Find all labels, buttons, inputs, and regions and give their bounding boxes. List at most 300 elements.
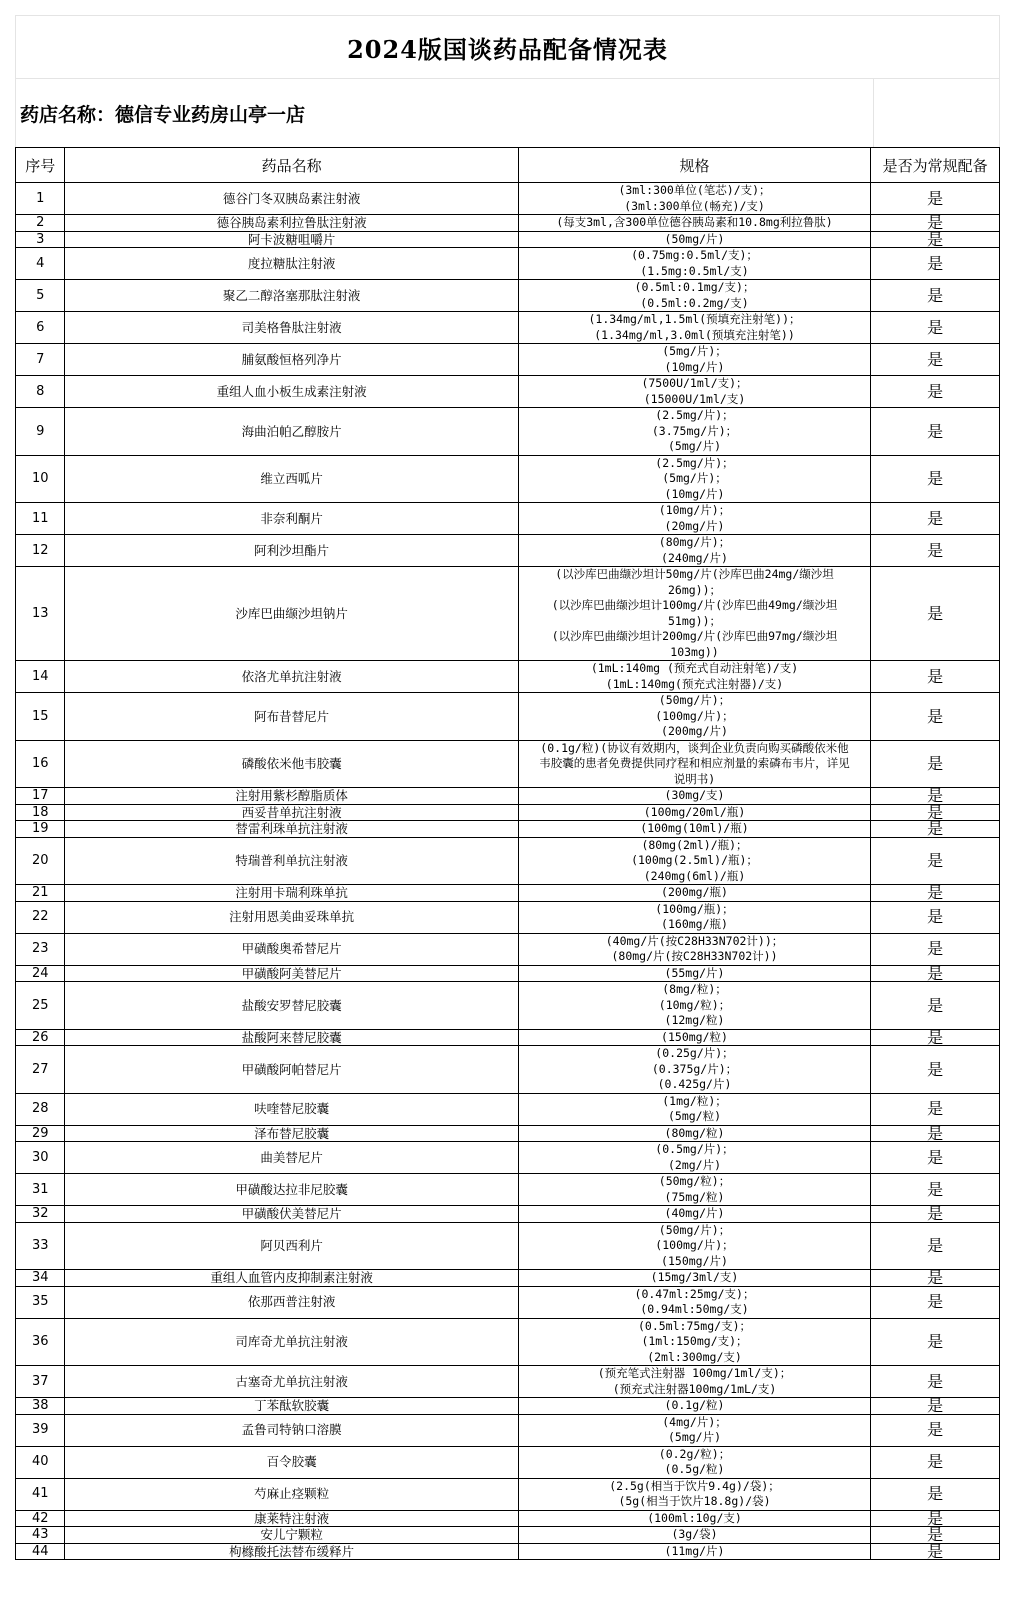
- regular-flag: 是: [871, 1125, 1000, 1142]
- spec-line: (3ml:300单位(畅充)/支): [624, 198, 765, 213]
- row-number: 26: [16, 1029, 65, 1046]
- spec-line: (50mg/片)；: [658, 693, 731, 707]
- drug-spec: [518, 280, 870, 312]
- drug-spec: [518, 312, 870, 344]
- spec-line: (0.1g/粒)(协议有效期内，谈判企业负责向购买磷酸依米他: [540, 740, 849, 755]
- spec-line: (1.5mg:0.5ml/支): [640, 263, 749, 278]
- regular-flag: 是: [871, 215, 1000, 232]
- row-number: 13: [16, 567, 65, 661]
- regular-flag: 是: [871, 965, 1000, 982]
- drug-spec: [518, 661, 870, 693]
- drug-spec: [518, 693, 870, 741]
- drug-name: 注射用卡瑞利珠单抗: [65, 885, 518, 902]
- row-number: 34: [16, 1270, 65, 1287]
- drug-name: 阿利沙坦酯片: [65, 535, 518, 567]
- regular-flag: 是: [871, 1446, 1000, 1478]
- spec-line: (预充式注射器100mg/1mL/支): [612, 1381, 777, 1396]
- drug-spec: [518, 1222, 870, 1270]
- row-number: 41: [16, 1478, 65, 1510]
- header-spec: 规格: [518, 148, 870, 183]
- drug-name: 芍麻止痉颗粒: [65, 1478, 518, 1510]
- spec-line: (100mg(2.5ml)/瓶)；: [631, 853, 758, 867]
- drug-spec: [518, 965, 870, 982]
- spec-line: (100mg/20ml/瓶): [643, 804, 746, 819]
- row-number: 23: [16, 933, 65, 965]
- table-row: [16, 1174, 1000, 1206]
- spec-line: (8mg/粒)；: [662, 982, 727, 996]
- spec-line: (80mg(2ml)/瓶)；: [641, 837, 748, 852]
- spec-line: (150mg/片): [661, 1253, 728, 1268]
- spec-line: (7500U/1ml/支)；: [641, 376, 748, 390]
- drug-spec: [518, 455, 870, 503]
- drug-name: 脯氨酸恒格列净片: [65, 344, 518, 376]
- spec-line: (5mg/片)；: [662, 471, 727, 485]
- store-name: 药店名称：德信专业药房山亭一店: [20, 103, 306, 126]
- table-row: [16, 740, 1000, 788]
- regular-flag: 是: [871, 503, 1000, 535]
- drug-name: 甲磺酸伏美替尼片: [65, 1206, 518, 1223]
- store-row: [15, 79, 1000, 147]
- row-number: 5: [16, 280, 65, 312]
- drug-name: 注射用恩美曲妥珠单抗: [65, 901, 518, 933]
- spec-line: (0.5mg/片)；: [655, 1142, 734, 1156]
- drug-spec: [518, 408, 870, 456]
- drug-name: 泽布替尼胶囊: [65, 1125, 518, 1142]
- row-number: 2: [16, 215, 65, 232]
- row-number: 10: [16, 455, 65, 503]
- drug-name: 阿布昔替尼片: [65, 693, 518, 741]
- drug-name: 依那西普注射液: [65, 1286, 518, 1318]
- regular-flag: 是: [871, 1318, 1000, 1366]
- spec-line: (100ml:10g/支): [647, 1510, 742, 1525]
- row-number: 40: [16, 1446, 65, 1478]
- regular-flag: 是: [871, 933, 1000, 965]
- regular-flag: 是: [871, 1478, 1000, 1510]
- drug-spec: [518, 1366, 870, 1398]
- drug-name: 沙库巴曲缬沙坦钠片: [65, 567, 518, 661]
- spec-line: (3g/袋): [671, 1527, 718, 1541]
- spec-line: (3.75mg/片)；: [651, 423, 738, 438]
- table-row: [16, 1527, 1000, 1544]
- row-number: 15: [16, 693, 65, 741]
- drug-spec: [518, 215, 870, 232]
- spec-line: (1.34mg/ml,3.0ml(预填充注射笔)): [594, 327, 795, 342]
- table-row: [16, 837, 1000, 885]
- table-row: [16, 503, 1000, 535]
- drug-spec: [518, 837, 870, 885]
- drug-spec: [518, 535, 870, 567]
- regular-flag: 是: [871, 408, 1000, 456]
- drug-name: 盐酸阿来替尼胶囊: [65, 1029, 518, 1046]
- drug-spec: [518, 248, 870, 280]
- header-regular: 是否为常规配备: [871, 148, 1000, 183]
- spec-line: (1.34mg/ml,1.5ml(预填充注射笔))；: [588, 312, 801, 326]
- spec-line: (2.5g(相当于饮片9.4g)/袋)；: [609, 1478, 780, 1493]
- drug-name: 司库奇尤单抗注射液: [65, 1318, 518, 1366]
- table-row: [16, 344, 1000, 376]
- drug-spec: [518, 885, 870, 902]
- spec-line: (50mg/粒)；: [658, 1174, 731, 1188]
- table-row: [16, 535, 1000, 567]
- table-row: [16, 1125, 1000, 1142]
- spec-line: (10mg/片): [664, 359, 725, 374]
- row-number: 29: [16, 1125, 65, 1142]
- drug-name: 海曲泊帕乙醇胺片: [65, 408, 518, 456]
- table-row: [16, 1046, 1000, 1094]
- spec-line: (100mg(10ml)/瓶): [640, 821, 749, 835]
- spec-line: (0.2g/粒)；: [658, 1446, 731, 1461]
- spec-line: (100mg/片)；: [655, 708, 734, 723]
- spec-line: (10mg/片)；: [658, 503, 731, 517]
- row-number: 25: [16, 982, 65, 1030]
- spec-line: (40mg/片): [664, 1206, 725, 1220]
- drug-name: 度拉糖肽注射液: [65, 248, 518, 280]
- spec-line: (15mg/3ml/支): [650, 1270, 739, 1284]
- table-row: [16, 1446, 1000, 1478]
- drug-spec: [518, 982, 870, 1030]
- drug-spec: [518, 1510, 870, 1527]
- spec-line: (12mg/粒): [664, 1013, 725, 1027]
- drug-spec: [518, 503, 870, 535]
- drug-name: 安儿宁颗粒: [65, 1527, 518, 1544]
- spec-line: (0.25g/片)；: [655, 1046, 734, 1060]
- row-number: 21: [16, 885, 65, 902]
- row-number: 14: [16, 661, 65, 693]
- spec-line: (以沙库巴曲缬沙坦计200mg/片(沙库巴曲97mg/缬沙坦: [551, 629, 838, 643]
- drug-name: 特瑞普利单抗注射液: [65, 837, 518, 885]
- spec-line: 说明书): [673, 771, 716, 786]
- regular-flag: 是: [871, 455, 1000, 503]
- drug-spec: [518, 1029, 870, 1046]
- spec-line: (以沙库巴曲缬沙坦计50mg/片(沙库巴曲24mg/缬沙坦: [555, 567, 834, 581]
- spec-line: (30mg/支): [664, 788, 725, 802]
- drug-spec: [518, 788, 870, 805]
- table-row: [16, 982, 1000, 1030]
- row-number: 22: [16, 901, 65, 933]
- table-row: [16, 661, 1000, 693]
- spec-line: (预充笔式注射器 100mg/1ml/支)；: [597, 1366, 792, 1380]
- spec-line: (5g(相当于饮片18.8g)/袋): [618, 1494, 771, 1508]
- drug-spec: [518, 1093, 870, 1125]
- drug-spec: [518, 1398, 870, 1415]
- drug-spec: [518, 1527, 870, 1544]
- table-row: [16, 183, 1000, 215]
- spec-line: (5mg/片): [667, 1430, 722, 1444]
- store-row-blank-cell: [873, 79, 999, 147]
- spec-line: (200mg/瓶): [661, 885, 728, 899]
- table-row: [16, 567, 1000, 661]
- spec-line: (5mg/粒): [667, 1109, 722, 1123]
- spec-line: (200mg/片): [661, 724, 728, 738]
- table-row: [16, 933, 1000, 965]
- spec-line: 103mg)): [670, 644, 719, 659]
- table-row: [16, 1478, 1000, 1510]
- regular-flag: 是: [871, 1414, 1000, 1446]
- row-number: 9: [16, 408, 65, 456]
- spec-line: (240mg/片): [661, 550, 728, 565]
- row-number: 18: [16, 804, 65, 821]
- drug-name: 依洛尤单抗注射液: [65, 661, 518, 693]
- row-number: 8: [16, 376, 65, 408]
- table-row: [16, 1093, 1000, 1125]
- drug-name: 重组人血小板生成素注射液: [65, 376, 518, 408]
- spec-line: (20mg/片): [664, 518, 725, 533]
- table-row: [16, 408, 1000, 456]
- regular-flag: 是: [871, 885, 1000, 902]
- table-row: [16, 1270, 1000, 1287]
- drug-name: 德谷胰岛素利拉鲁肽注射液: [65, 215, 518, 232]
- spec-line: (15000U/1ml/支): [643, 391, 746, 406]
- table-row: [16, 1543, 1000, 1560]
- drug-spec: [518, 933, 870, 965]
- regular-flag: 是: [871, 231, 1000, 248]
- drug-name: 阿卡波糖咀嚼片: [65, 231, 518, 248]
- regular-flag: 是: [871, 661, 1000, 693]
- drug-name: 重组人血管内皮抑制素注射液: [65, 1270, 518, 1287]
- page-title: 2024版国谈药品配备情况表: [347, 34, 668, 64]
- row-number: 30: [16, 1142, 65, 1174]
- regular-flag: 是: [871, 280, 1000, 312]
- drug-spec: [518, 344, 870, 376]
- regular-flag: 是: [871, 982, 1000, 1030]
- regular-flag: 是: [871, 804, 1000, 821]
- spec-line: (100mg/瓶)；: [655, 901, 734, 916]
- row-number: 11: [16, 503, 65, 535]
- drug-spec: [518, 1206, 870, 1223]
- drug-table: [15, 147, 1000, 1560]
- spec-line: (0.375g/片)；: [651, 1061, 738, 1076]
- regular-flag: 是: [871, 901, 1000, 933]
- table-body: [16, 183, 1000, 1560]
- regular-flag: 是: [871, 1142, 1000, 1174]
- drug-spec: [518, 1270, 870, 1287]
- regular-flag: 是: [871, 312, 1000, 344]
- row-number: 33: [16, 1222, 65, 1270]
- spec-line: (0.1g/粒): [664, 1398, 725, 1412]
- spec-line: (50mg/片): [664, 231, 725, 246]
- spec-line: (4mg/片)；: [662, 1414, 727, 1429]
- spec-line: (0.5ml:0.1mg/支)；: [634, 280, 755, 294]
- row-number: 6: [16, 312, 65, 344]
- header-name: 药品名称: [65, 148, 518, 183]
- table-row: [16, 1286, 1000, 1318]
- drug-name: 甲磺酸奥希替尼片: [65, 933, 518, 965]
- table-row: [16, 821, 1000, 838]
- drug-name: 康莱特注射液: [65, 1510, 518, 1527]
- regular-flag: 是: [871, 740, 1000, 788]
- spec-line: (每支3ml,含300单位德谷胰岛素和10.8mg利拉鲁肽): [556, 215, 833, 229]
- regular-flag: 是: [871, 1510, 1000, 1527]
- row-number: 43: [16, 1527, 65, 1544]
- spec-line: (50mg/片)；: [658, 1222, 731, 1237]
- spec-line: (0.5ml:0.2mg/支): [640, 295, 749, 310]
- spec-line: 韦胶囊的患者免费提供同疗程和相应剂量的索磷布韦片，详见: [539, 756, 850, 770]
- spec-line: (40mg/片(按C28H33N702计))；: [605, 933, 784, 948]
- drug-spec: [518, 231, 870, 248]
- table-row: [16, 376, 1000, 408]
- table-row: [16, 1222, 1000, 1270]
- drug-name: 司美格鲁肽注射液: [65, 312, 518, 344]
- spec-line: (0.425g/片): [657, 1077, 732, 1091]
- regular-flag: 是: [871, 248, 1000, 280]
- row-number: 39: [16, 1414, 65, 1446]
- drug-spec: [518, 1286, 870, 1318]
- drug-spec: [518, 804, 870, 821]
- table-row: [16, 885, 1000, 902]
- drug-name: 注射用紫杉醇脂质体: [65, 788, 518, 805]
- spec-line: 26mg))；: [667, 582, 722, 597]
- spec-line: (80mg/片(按C28H33N702计)): [611, 949, 778, 963]
- table-header-row: [16, 148, 1000, 183]
- regular-flag: 是: [871, 1527, 1000, 1544]
- row-number: 3: [16, 231, 65, 248]
- drug-name: 维立西呱片: [65, 455, 518, 503]
- spec-line: (1mL:140mg (预充式自动注射笔)/支): [590, 661, 799, 675]
- row-number: 16: [16, 740, 65, 788]
- drug-spec: [518, 183, 870, 215]
- regular-flag: 是: [871, 1366, 1000, 1398]
- regular-flag: 是: [871, 1029, 1000, 1046]
- table-row: [16, 804, 1000, 821]
- spec-line: (240mg(6ml)/瓶): [643, 868, 746, 883]
- regular-flag: 是: [871, 1093, 1000, 1125]
- row-number: 38: [16, 1398, 65, 1415]
- drug-name: 西妥昔单抗注射液: [65, 804, 518, 821]
- spec-line: (0.5g/粒): [664, 1462, 725, 1476]
- regular-flag: 是: [871, 376, 1000, 408]
- row-number: 42: [16, 1510, 65, 1527]
- spec-line: 51mg))；: [667, 613, 722, 628]
- regular-flag: 是: [871, 1174, 1000, 1206]
- regular-flag: 是: [871, 1222, 1000, 1270]
- table-row: [16, 280, 1000, 312]
- row-number: 35: [16, 1286, 65, 1318]
- table-row: [16, 901, 1000, 933]
- drug-spec: [518, 1318, 870, 1366]
- spec-line: (80mg/粒): [664, 1125, 725, 1140]
- drug-name: 孟鲁司特钠口溶膜: [65, 1414, 518, 1446]
- drug-name: 曲美替尼片: [65, 1142, 518, 1174]
- row-number: 31: [16, 1174, 65, 1206]
- row-number: 20: [16, 837, 65, 885]
- table-row: [16, 1206, 1000, 1223]
- spec-line: (以沙库巴曲缬沙坦计100mg/片(沙库巴曲49mg/缬沙坦: [551, 598, 838, 612]
- drug-name: 替雷利珠单抗注射液: [65, 821, 518, 838]
- drug-spec: [518, 901, 870, 933]
- spec-line: (0.5ml:75mg/支)；: [637, 1318, 751, 1333]
- table-row: [16, 1318, 1000, 1366]
- regular-flag: 是: [871, 183, 1000, 215]
- row-number: 7: [16, 344, 65, 376]
- drug-name: 甲磺酸阿帕替尼片: [65, 1046, 518, 1094]
- regular-flag: 是: [871, 837, 1000, 885]
- spec-line: (80mg/片)；: [658, 535, 731, 549]
- table-row: [16, 248, 1000, 280]
- drug-name: 古塞奇尤单抗注射液: [65, 1366, 518, 1398]
- title-row: [15, 15, 1000, 79]
- table-row: [16, 1029, 1000, 1046]
- row-number: 37: [16, 1366, 65, 1398]
- table-row: [16, 1398, 1000, 1415]
- spec-line: (10mg/粒)；: [658, 997, 731, 1012]
- drug-spec: [518, 1046, 870, 1094]
- drug-spec: [518, 1125, 870, 1142]
- drug-name: 甲磺酸阿美替尼片: [65, 965, 518, 982]
- regular-flag: 是: [871, 344, 1000, 376]
- spec-line: (1mg/粒)；: [662, 1093, 727, 1108]
- row-number: 28: [16, 1093, 65, 1125]
- row-number: 17: [16, 788, 65, 805]
- table-row: [16, 215, 1000, 232]
- row-number: 32: [16, 1206, 65, 1223]
- drug-name: 甲磺酸达拉非尼胶囊: [65, 1174, 518, 1206]
- row-number: 44: [16, 1543, 65, 1560]
- regular-flag: 是: [871, 1543, 1000, 1560]
- drug-spec: [518, 1142, 870, 1174]
- spec-line: (3ml:300单位(笔芯)/支)；: [618, 183, 771, 197]
- table-row: [16, 788, 1000, 805]
- spec-line: (75mg/粒): [664, 1189, 725, 1204]
- regular-flag: 是: [871, 567, 1000, 661]
- spec-line: (55mg/片): [664, 965, 725, 980]
- drug-spec: [518, 1543, 870, 1560]
- drug-name: 磷酸依米他韦胶囊: [65, 740, 518, 788]
- row-number: 36: [16, 1318, 65, 1366]
- spec-line: (2.5mg/片)；: [655, 455, 734, 470]
- drug-name: 阿贝西利片: [65, 1222, 518, 1270]
- regular-flag: 是: [871, 1206, 1000, 1223]
- drug-spec: [518, 567, 870, 661]
- spec-line: (2.5mg/片)；: [655, 408, 734, 422]
- spec-line: (2ml:300mg/支): [647, 1349, 742, 1364]
- row-number: 1: [16, 183, 65, 215]
- regular-flag: 是: [871, 788, 1000, 805]
- table-row: [16, 1142, 1000, 1174]
- spec-line: (2mg/片): [667, 1157, 722, 1172]
- spec-line: (5mg/片): [667, 439, 722, 453]
- spec-line: (160mg/瓶): [661, 917, 728, 931]
- spec-line: (10mg/片): [664, 486, 725, 501]
- regular-flag: 是: [871, 535, 1000, 567]
- drug-name: 德谷门冬双胰岛素注射液: [65, 183, 518, 215]
- regular-flag: 是: [871, 1286, 1000, 1318]
- drug-spec: [518, 1414, 870, 1446]
- spec-line: (1ml:150mg/支)；: [641, 1334, 748, 1348]
- spec-line: (150mg/粒): [661, 1029, 728, 1044]
- table-row: [16, 1366, 1000, 1398]
- table-row: [16, 1414, 1000, 1446]
- spec-line: (0.47ml:25mg/支)；: [634, 1286, 755, 1301]
- table-row: [16, 965, 1000, 982]
- row-number: 4: [16, 248, 65, 280]
- regular-flag: 是: [871, 821, 1000, 838]
- row-number: 19: [16, 821, 65, 838]
- header-no: 序号: [16, 148, 65, 183]
- row-number: 12: [16, 535, 65, 567]
- regular-flag: 是: [871, 693, 1000, 741]
- row-number: 27: [16, 1046, 65, 1094]
- spec-line: (1mL:140mg(预充式注射器)/支): [605, 676, 784, 691]
- spec-line: (0.94ml:50mg/支): [640, 1302, 749, 1316]
- regular-flag: 是: [871, 1270, 1000, 1287]
- sheet: [15, 15, 1000, 1560]
- table-row: [16, 693, 1000, 741]
- spec-line: (100mg/片)；: [655, 1238, 734, 1252]
- drug-name: 百令胶囊: [65, 1446, 518, 1478]
- drug-name: 聚乙二醇洛塞那肽注射液: [65, 280, 518, 312]
- table-row: [16, 312, 1000, 344]
- table-row: [16, 455, 1000, 503]
